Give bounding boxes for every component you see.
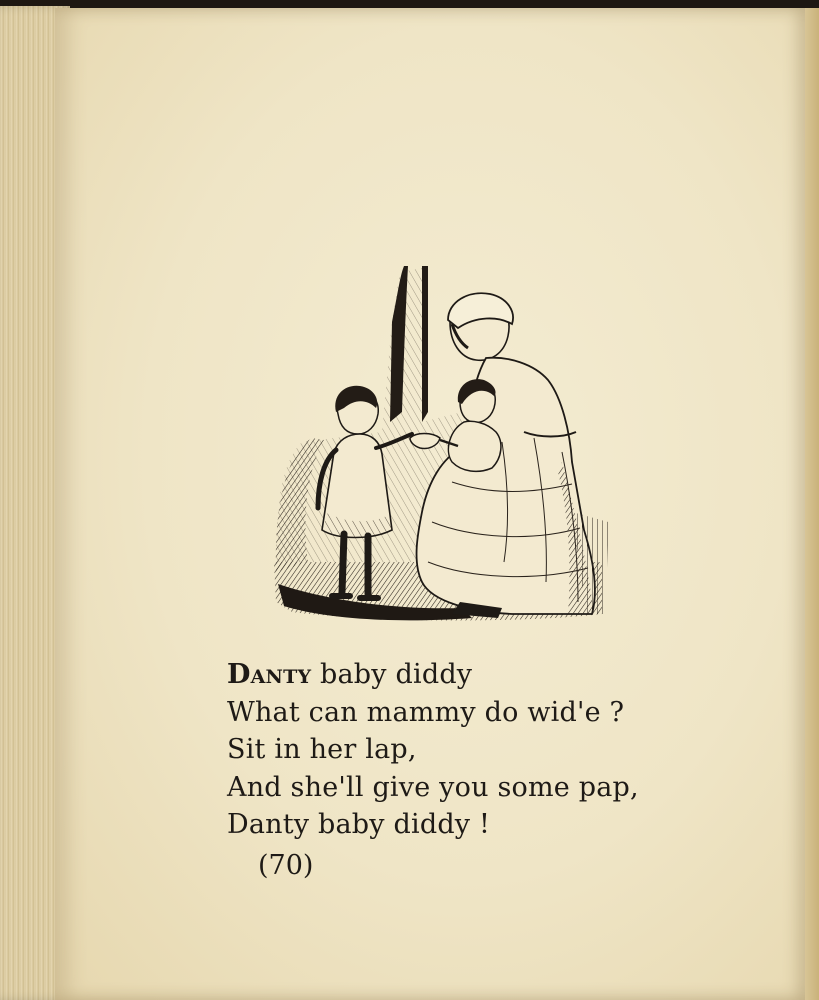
engraving-illustration xyxy=(272,262,614,624)
page-number: (70) xyxy=(258,850,314,881)
poem-line-1-rest: baby diddy xyxy=(311,659,473,690)
poem-line-4: And she'll give you some pap, xyxy=(227,771,639,803)
curtain-right xyxy=(422,266,428,422)
poem-line-1 xyxy=(227,656,707,694)
poem-first-word: Danty xyxy=(227,659,312,690)
poem-line-3: Sit in her lap, xyxy=(227,734,417,765)
poem-line-5: Danty baby diddy ! xyxy=(227,809,491,840)
page-right-edge xyxy=(805,8,819,1000)
poem-line-2: What can mammy do wid'e ? xyxy=(227,696,625,728)
poem-verse xyxy=(227,656,707,844)
